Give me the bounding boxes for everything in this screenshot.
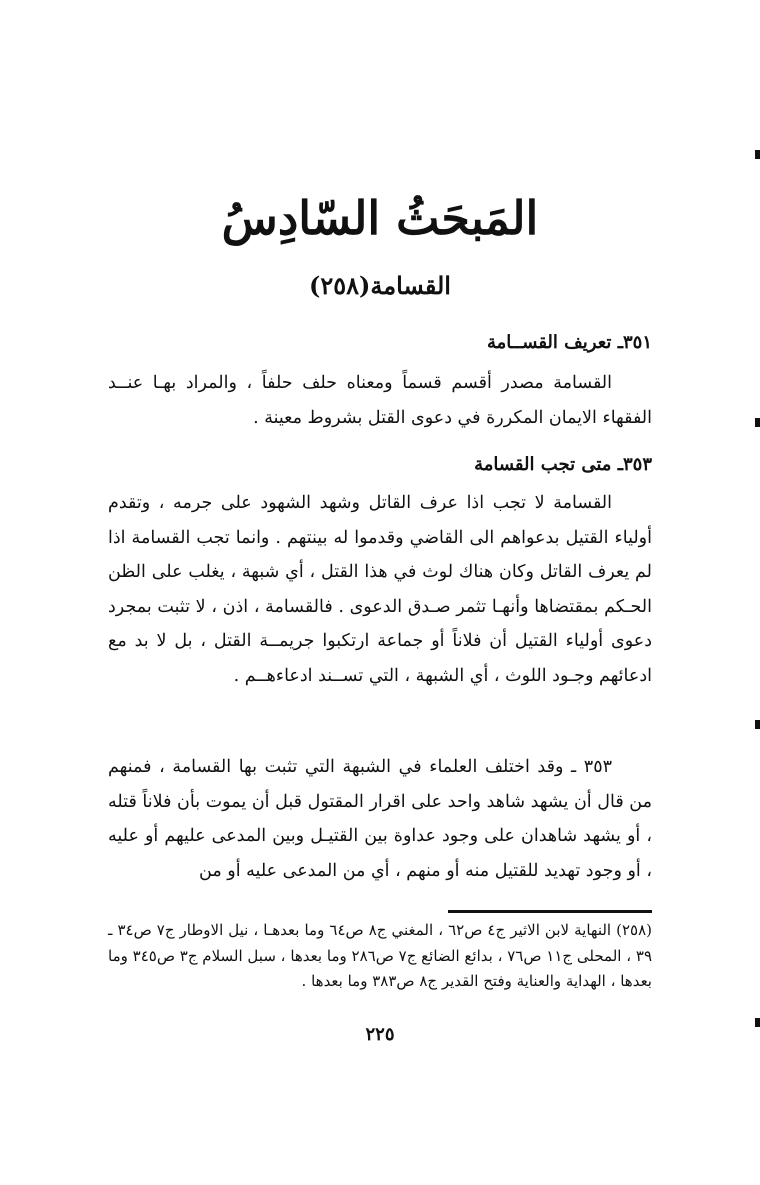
page-edge-mark bbox=[755, 150, 760, 159]
chapter-title: المَبحَثُ السّادِسُ bbox=[221, 191, 539, 245]
footnote: (٢٥٨) النهاية لابن الاثير ج٤ ص٦٢ ، المغني ج٨ ص٦٤ وما بعدهـا ، نيل الاوطار ج٧ ص٣٤ ـ ٣٩ ، المحلى ج١١ ص٧٦ ، بدائع الضائع ج٧ ص٢٨٦ وما بعدها ، سبل السلام ج٣ ص٣٤٥ وما بعدها ، الهداية والعناية وفتح القدير ج٨ ص٣٨٣ وما بعدها . bbox=[108, 921, 653, 990]
page-edge-mark bbox=[755, 418, 760, 427]
footnote-divider bbox=[448, 910, 652, 913]
section-heading-definition: ٣٥١ـ تعريف القســامة bbox=[486, 332, 652, 353]
page-edge-mark bbox=[755, 720, 760, 729]
paragraph-definition: القسامة مصدر أقسم قسماً ومعناه حلف حلفاً ، والمراد بهـا عنــد الفقهاء الايمان المكررة في دعوى القتل بشروط معينة . bbox=[108, 373, 652, 428]
chapter-subtitle: القسامة(٢٥٨) bbox=[309, 271, 451, 300]
page-number: ٢٢٥ bbox=[365, 1024, 395, 1045]
paragraph-when-required: القسامة لا تجب اذا عرف القاتل وشهد الشهود على جرمه ، وتقدم أولياء القتيل بدعواهم الى القاضي وقدموا له بينتهم . وانما تجب القسامة اذا لم يعرف القاتل وكان هناك لوث في هذا القتل ، أي شبهة ، يغلب على الظن الحـكم بمقتضاها وأنهـا تثمر صـدق الدعوى . فالقسامة ، اذن ، لا تثبت بمجرد دعوى أولياء القتيل أن فلاناً أو جماعة ارتكبوا جريمــة القتل ، بل لا بد مع ادعائهم وجـود اللوث ، أي الشبهة ، التي تســند ادعاءهــم . bbox=[108, 493, 652, 686]
section-heading-when-required: ٣٥٣ـ متى تجب القسامة bbox=[474, 454, 652, 475]
paragraph-scholars-disagreement: ٣٥٣ ـ وقد اختلف العلماء في الشبهة التي تثبت بها القسامة ، فمنهم من قال أن يشهد شاهد واحد على اقرار المقتول قبل أن يموت بأن فلاناً قتله ، أو يشهد شاهدان على وجود عداوة بين القتيـل وبين المدعى عليهم أو عليه ، أو وجود تهديد للقتيل منه أو منهم ، أي من المدعى عليه أو من bbox=[108, 757, 652, 881]
